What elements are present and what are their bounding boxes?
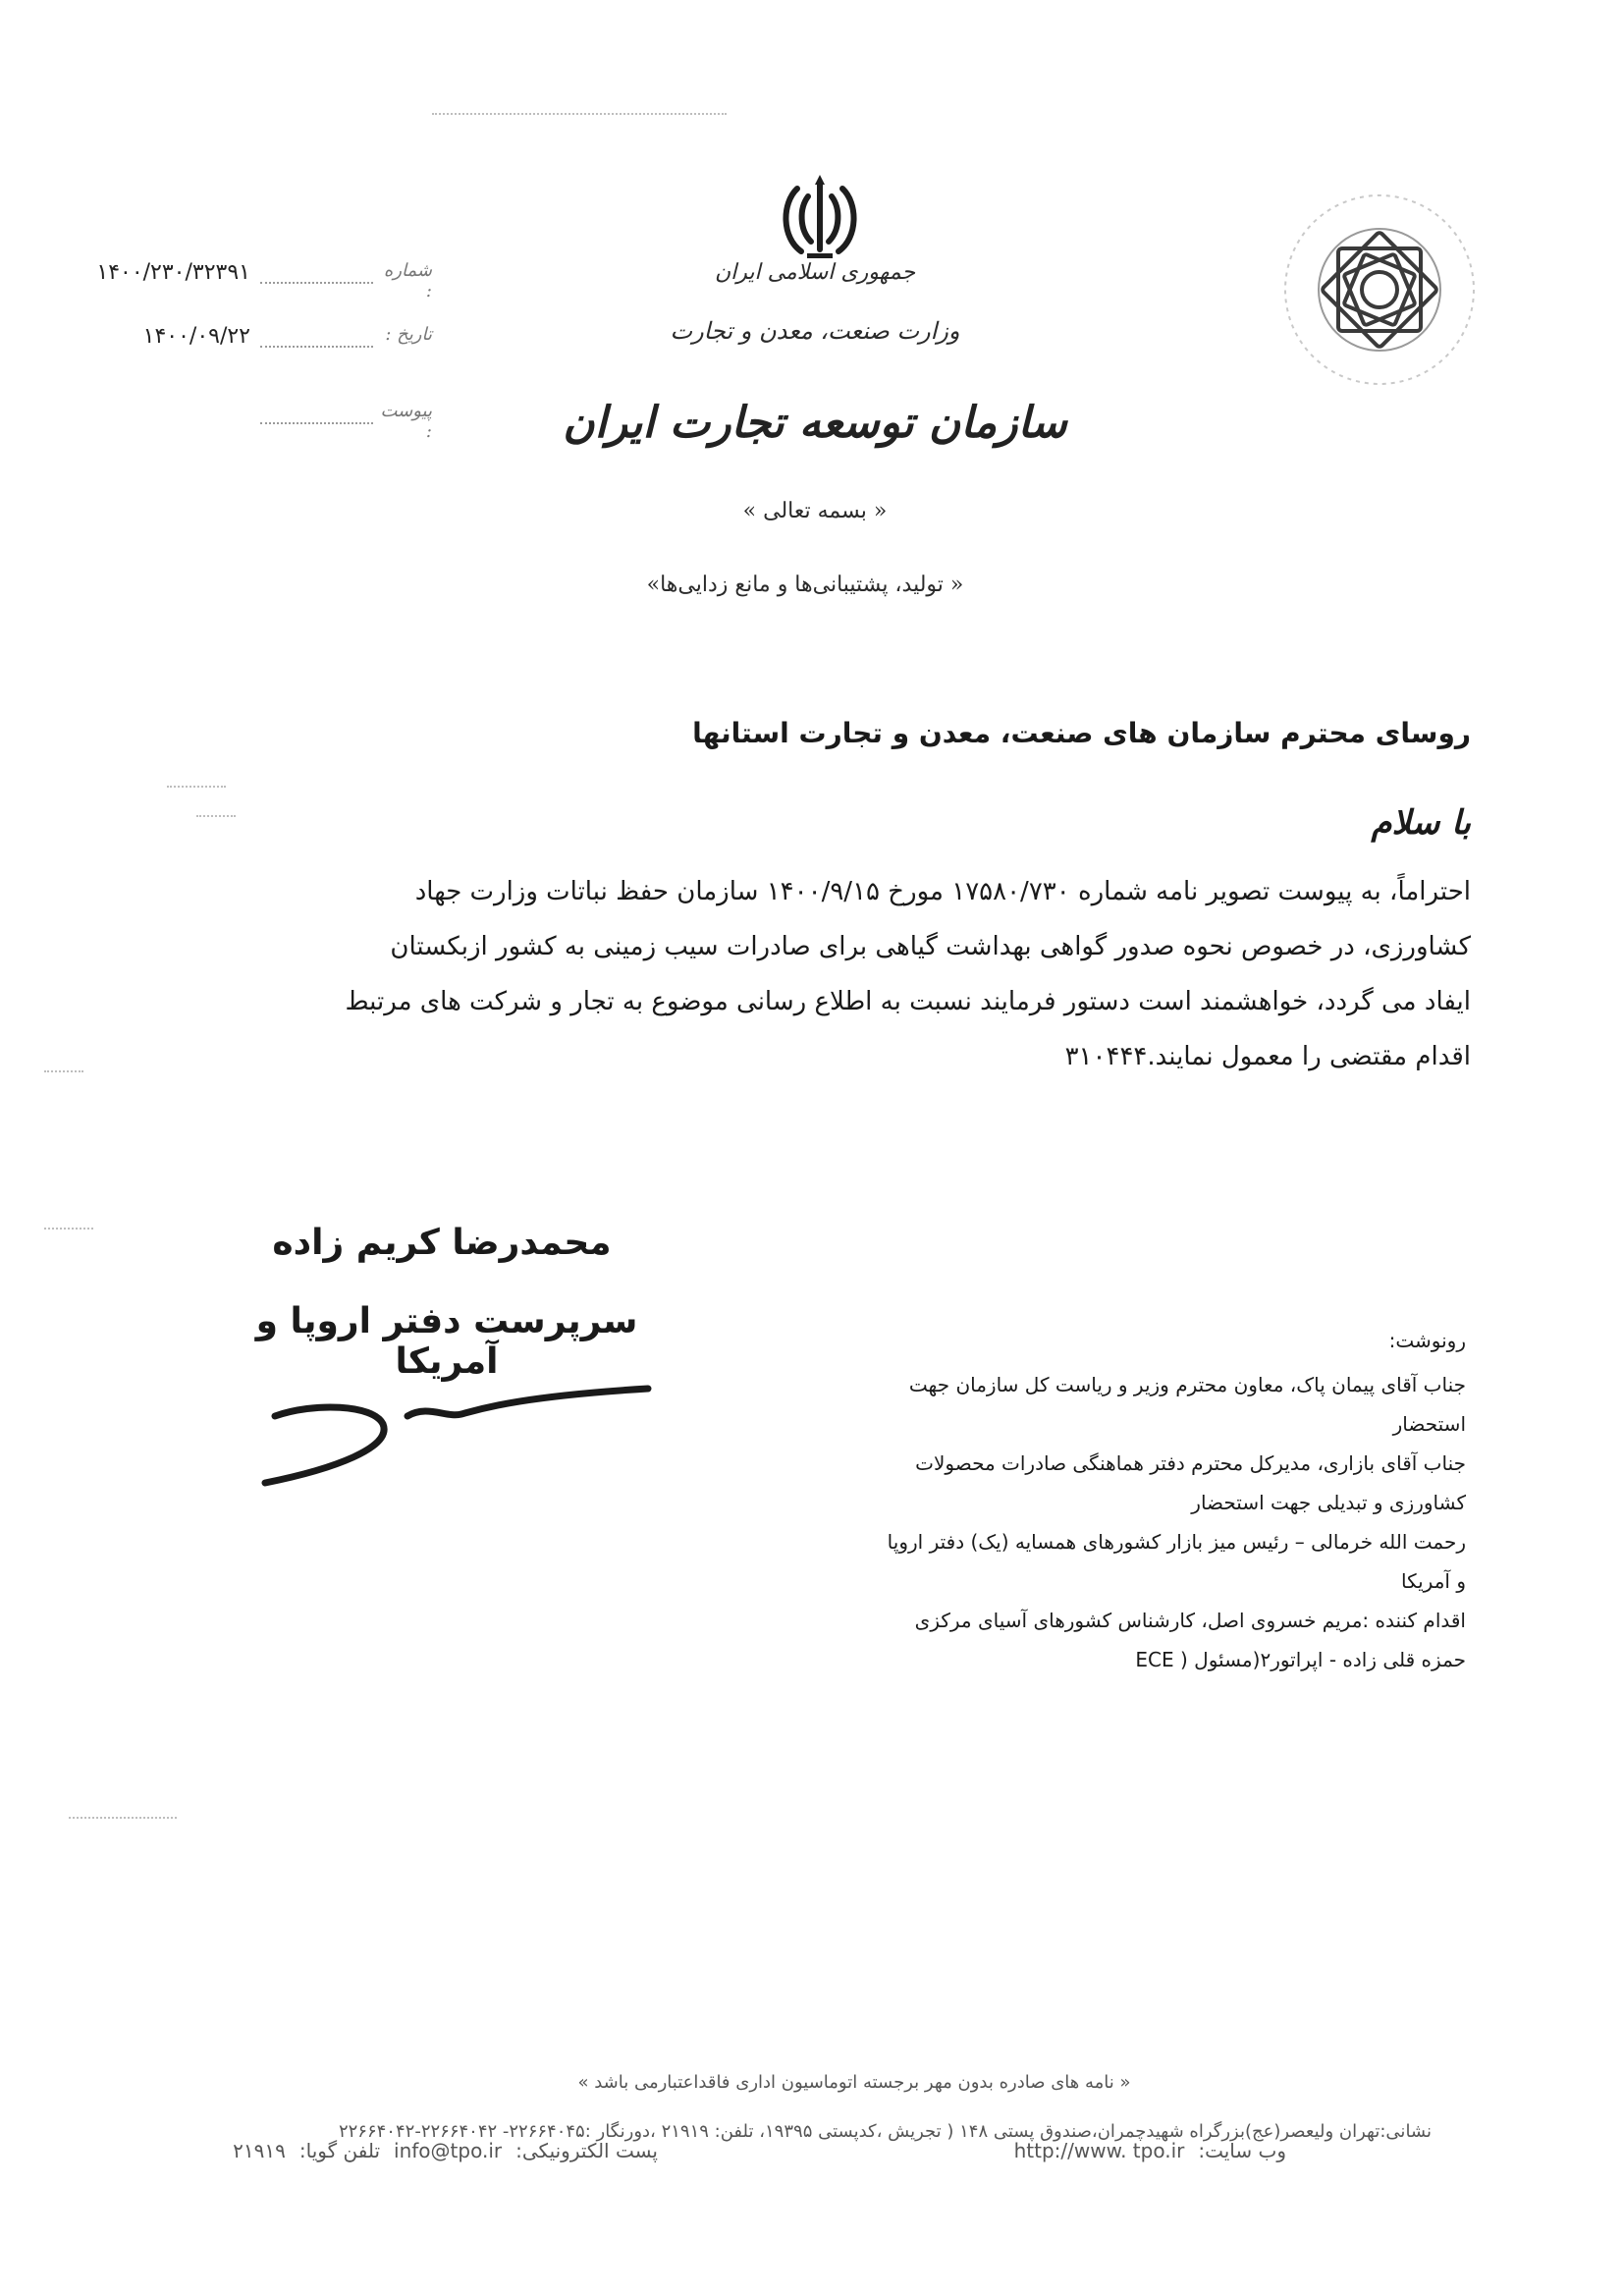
copy-line: رحمت الله خرمالی – رئیس میز بازار کشورهای همسایه (یک) دفتر اروپا (887, 1530, 1466, 1554)
letter-date: ۱۴۰۰/۰۹/۲۲ (142, 324, 250, 349)
letter-number: ۱۴۰۰/۲۳۰/۳۲۳۹۱ (96, 260, 250, 285)
year-slogan: « تولید، پشتیبانی‌ها و مانع زدایی‌ها» (646, 573, 964, 597)
website-link[interactable]: http://www. tpo.ir (1013, 2139, 1185, 2162)
phone-label: تلفن گویا: (298, 2139, 381, 2162)
email-label: پست الکترونیکی: (515, 2139, 658, 2162)
email-link[interactable]: info@tpo.ir (394, 2139, 503, 2162)
attachment-label: پیوست : (380, 401, 432, 442)
basmala: « بسمه تعالی » (742, 499, 888, 523)
addressee: روسای محترم سازمان های صنعت، معدن و تجارت استانها (692, 717, 1471, 749)
body-line: کشاورزی، در خصوص نحوه صدور گواهی بهداشت گیاهی برای صادرات سیب زمینی به کشور ازبکستان (390, 932, 1471, 961)
number-dotted-line (260, 282, 373, 284)
greeting: با سلام (1371, 803, 1471, 843)
meta-attachment-row (39, 401, 432, 442)
scan-mark (44, 1070, 83, 1072)
website-label: وب سایت: (1198, 2139, 1286, 2162)
body-line: اقدام مقتضی را معمول نمایند.۳۱۰۴۴۴ (1064, 1042, 1471, 1071)
copy-line: حمزه قلی زاده - اپراتور۲(مسئول ( ECE (1135, 1648, 1466, 1671)
letter-body (204, 864, 1471, 1084)
meta-number-row (39, 260, 432, 301)
number-label: شماره : (383, 260, 432, 301)
copy-line: جناب آقای پیمان پاک، معاون محترم وزیر و ریاست کل سازمان جهت (908, 1373, 1466, 1396)
copies-title: رونوشت: (1388, 1329, 1466, 1352)
scan-mark (167, 786, 226, 788)
signer-title: سرپرست دفتر اروپا و آمریکا (255, 1301, 638, 1382)
footer-website (962, 2139, 1286, 2162)
scan-mark (196, 815, 236, 817)
footer-address: نشانی:تهران ولیعصر(عج)بزرگراه شهیدچمران،صندوق پستی ۱۴۸ ( تجریش ،کدپستی ۱۹۳۹۵، تلفن: ۲۱۹۱۹ ،دورنگار :۲۲۶۶۴۰۴۵- ۲۲۶۶۴۰۴۲-۲۲۶۶۴۰۴۲ (338, 2121, 1432, 2142)
scan-mark (432, 113, 727, 115)
body-line: احتراماً، به پیوست تصویر نامه شماره ۱۷۵۸۰/۷۳۰ مورخ ۱۴۰۰/۹/۱۵ سازمان حفظ نباتات وزارت جهاد (414, 877, 1471, 906)
tpo-logo-icon (1271, 182, 1488, 398)
date-label: تاریخ : (385, 324, 432, 345)
copy-line: استحضار (1392, 1412, 1466, 1436)
copy-line: و آمریکا (1400, 1569, 1466, 1593)
body-line: ایفاد می گردد، خواهشمند است دستور فرمایند نسبت به اطلاع رسانی موضوع به تجار و شرکت های مرتبط (345, 987, 1471, 1016)
scan-mark (69, 1817, 177, 1819)
copy-line: کشاورزی و تبدیلی جهت استحضار (1191, 1491, 1466, 1514)
date-dotted-line (260, 346, 373, 348)
footer-note: « نامه های صادره بدون مهر برجسته اتوماسیون اداری فاقداعتبارمی باشد » (577, 2072, 1131, 2093)
iran-emblem-icon (776, 169, 864, 267)
copy-line: اقدام کننده :مریم خسروی اصل، کارشناس کشورهای آسیای مرکزی (914, 1609, 1466, 1632)
republic-line: جمهوری اسلامی ایران (714, 260, 916, 285)
meta-date-row (39, 324, 432, 363)
signer-name: محمدرضا کریم زاده (272, 1223, 612, 1263)
ministry-line: وزارت صنعت، معدن و تجارت (670, 317, 960, 345)
handwritten-signature (226, 1375, 658, 1493)
organization-title: سازمان توسعه تجارت ایران (563, 398, 1067, 448)
attachment-dotted-line (260, 422, 373, 424)
copies-list (818, 1365, 1466, 1679)
footer-contact (147, 2139, 658, 2162)
copy-line: جناب آقای بازاری، مدیرکل محترم دفتر هماهنگی صادرات محصولات (915, 1451, 1466, 1475)
phone-number: ۲۱۹۱۹ (233, 2139, 286, 2162)
scan-mark (44, 1228, 93, 1230)
